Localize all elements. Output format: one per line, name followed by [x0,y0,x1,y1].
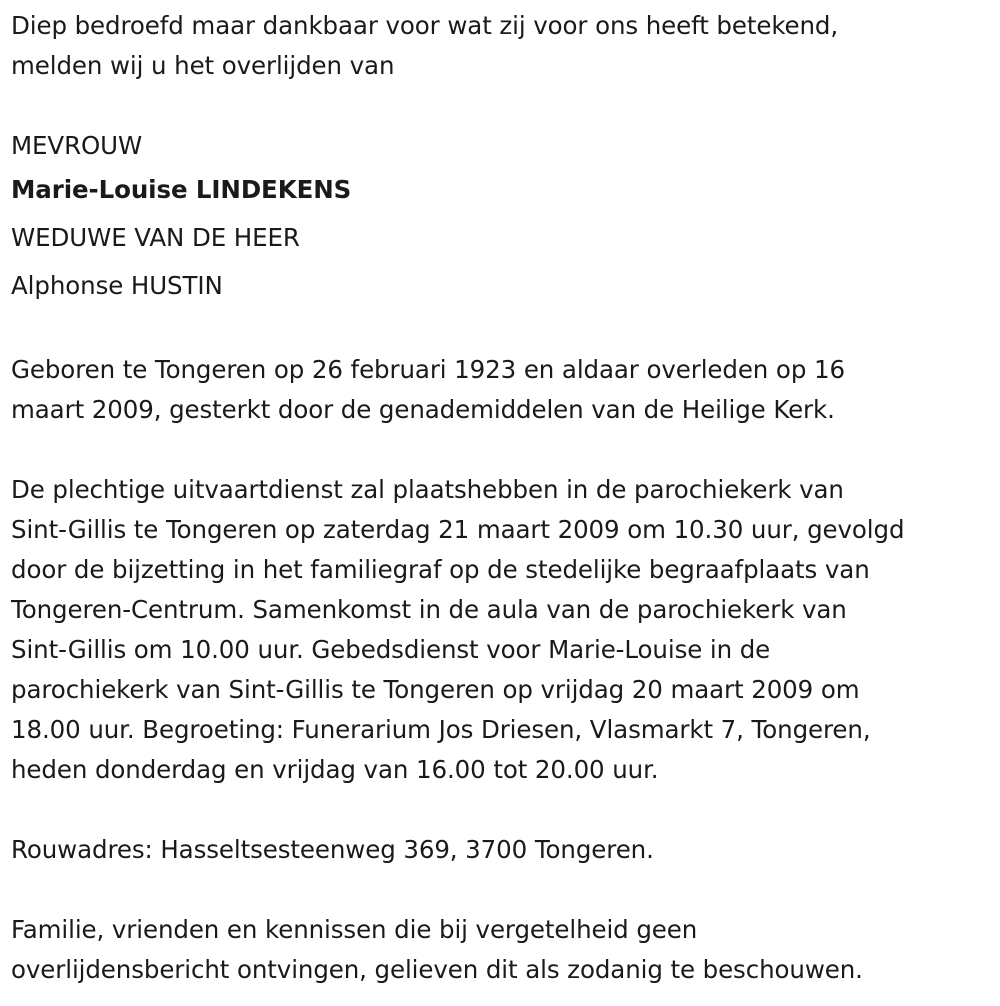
deceased-name: Marie-Louise LINDEKENS [11,175,352,204]
deceased-title: MEVROUW [11,131,143,160]
paragraph-gap [11,86,996,126]
paragraph-gap [11,430,996,470]
intro-paragraph [11,6,996,86]
birth-line: maart 2009, gesterkt door de genademiddelen van de Heilige Kerk. [11,395,835,424]
service-line: De plechtige uitvaartdienst zal plaatshebben in de parochiekerk van [11,475,844,504]
deceased-relation: WEDUWE VAN DE HEER [11,223,300,252]
service-line: heden donderdag en vrijdag van 16.00 tot 20.00 uur. [11,755,659,784]
obituary-notice [11,6,996,990]
intro-line: melden wij u het overlijden van [11,51,395,80]
closing-paragraph [11,910,996,990]
service-line: 18.00 uur. Begroeting: Funerarium Jos Driesen, Vlasmarkt 7, Tongeren, [11,715,871,744]
address-paragraph [11,830,996,870]
service-line: parochiekerk van Sint-Gillis te Tongeren op vrijdag 20 maart 2009 om [11,675,860,704]
mourning-address: Rouwadres: Hasseltsesteenweg 369, 3700 Tongeren. [11,835,654,864]
paragraph-gap [11,870,996,910]
birth-paragraph [11,350,996,430]
service-line: Tongeren-Centrum. Samenkomst in de aula van de parochiekerk van [11,595,847,624]
intro-line: Diep bedroefd maar dankbaar voor wat zij voor ons heeft betekend, [11,11,839,40]
deceased-spouse: Alphonse HUSTIN [11,271,223,300]
birth-line: Geboren te Tongeren op 26 februari 1923 en aldaar overleden op 16 [11,355,845,384]
paragraph-gap [11,310,996,350]
service-paragraph [11,470,996,790]
service-line: Sint-Gillis om 10.00 uur. Gebedsdienst voor Marie-Louise in de [11,635,771,664]
paragraph-gap [11,790,996,830]
closing-line: Familie, vrienden en kennissen die bij vergetelheid geen [11,915,698,944]
service-line: Sint-Gillis te Tongeren op zaterdag 21 maart 2009 om 10.30 uur, gevolgd [11,515,905,544]
closing-line: overlijdensbericht ontvingen, gelieven dit als zodanig te beschouwen. [11,955,863,984]
deceased-block [11,126,996,310]
service-line: door de bijzetting in het familiegraf op de stedelijke begraafplaats van [11,555,870,584]
